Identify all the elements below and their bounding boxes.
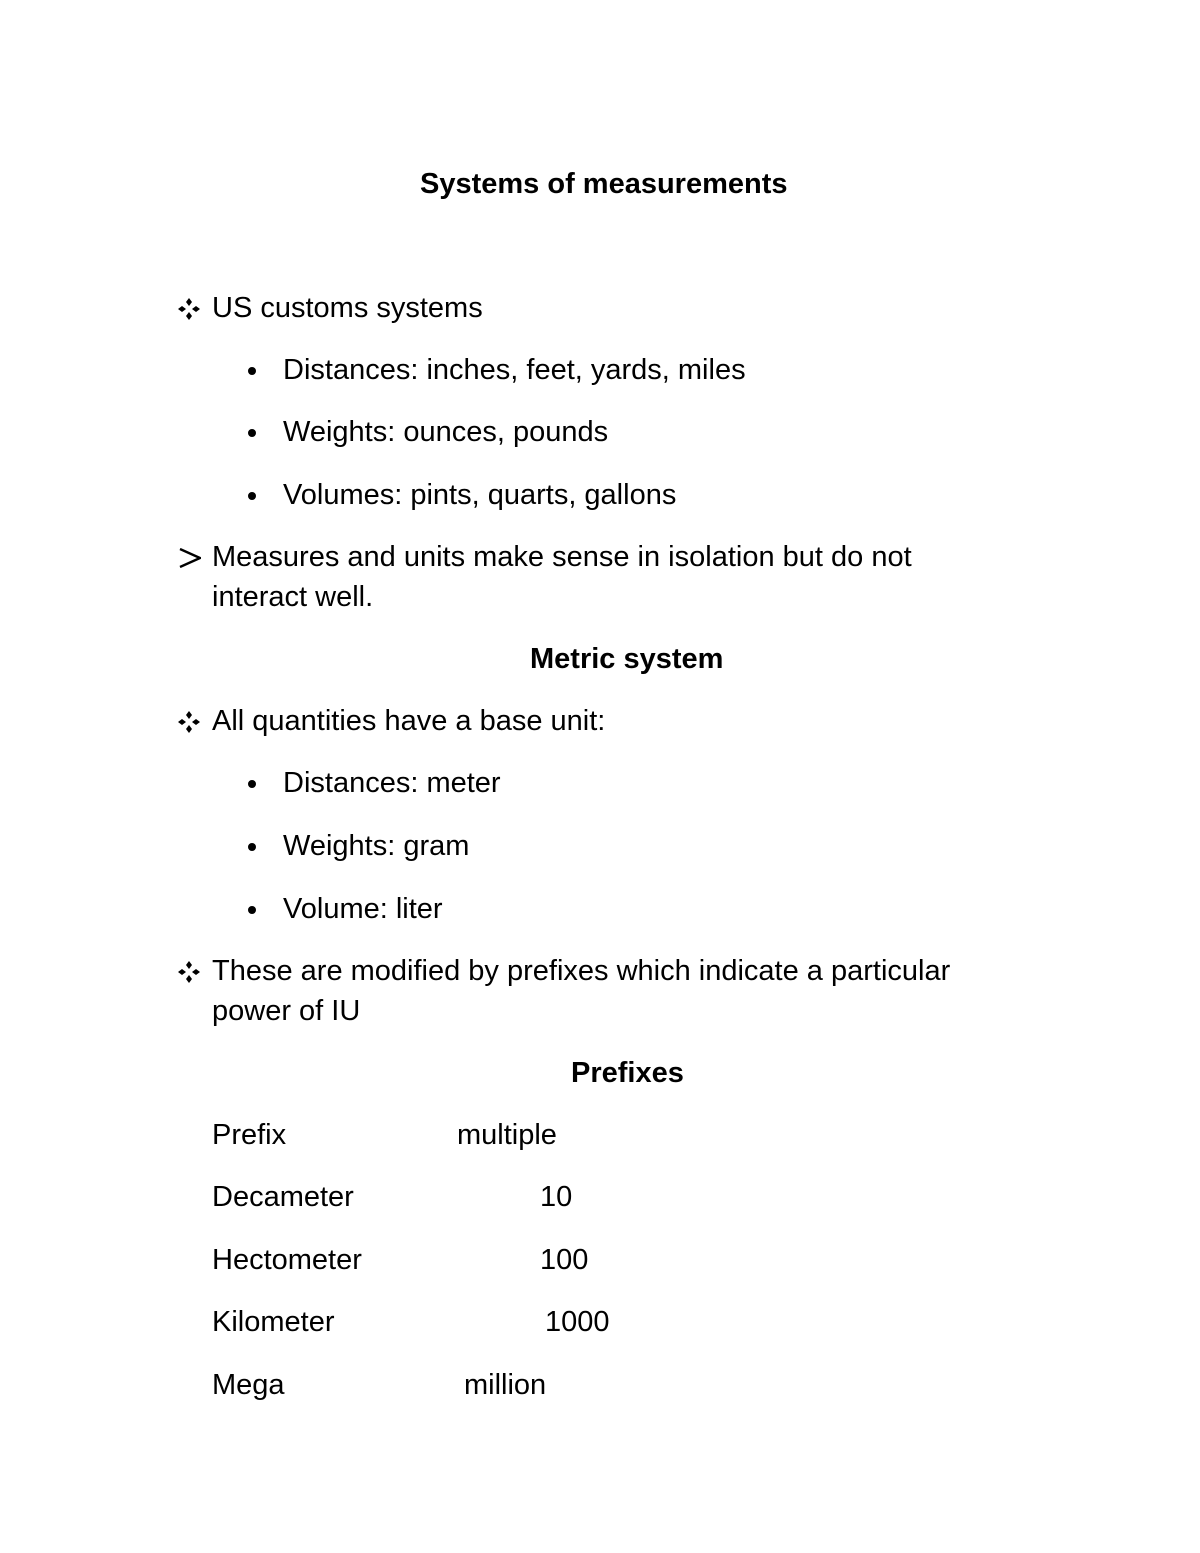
metric-section-heading: Metric system [530,643,724,675]
us-note-line-1: Measures and units make sense in isolation but do not [212,541,912,573]
bullet-dot-icon [248,367,256,375]
multiple-cell: 1000 [545,1306,610,1338]
list-item: Volume: liter [283,893,443,925]
prefix-cell: Mega [212,1369,285,1401]
prefix-cell: Kilometer [212,1306,335,1338]
table-header-multiple: multiple [457,1119,557,1151]
list-item: Weights: ounces, pounds [283,416,609,448]
prefix-cell: Hectometer [212,1244,362,1276]
list-item: Distances: meter [283,767,501,799]
page-title: Systems of measurements [420,168,788,200]
bullet-dot-icon [248,492,256,500]
bullet-dot-icon [248,906,256,914]
diamond-cluster-icon [178,298,200,320]
list-item: Distances: inches, feet, yards, miles [283,354,746,386]
bullet-dot-icon [248,843,256,851]
table-header-prefix: Prefix [212,1119,287,1151]
prefix-note-line-2: power of IU [212,995,361,1027]
multiple-cell: million [464,1369,547,1401]
multiple-cell: 10 [540,1181,573,1213]
metric-intro: All quantities have a base unit: [212,705,606,737]
diamond-cluster-icon [178,961,200,983]
list-item: Volumes: pints, quarts, gallons [283,479,677,511]
us-section-heading: US customs systems [212,292,483,324]
diamond-cluster-icon [178,711,200,733]
multiple-cell: 100 [540,1244,589,1276]
list-item: Weights: gram [283,830,470,862]
arrowhead-icon [179,548,201,568]
prefix-note-line-1: These are modified by prefixes which indicate a particular [212,955,951,987]
prefixes-heading: Prefixes [571,1057,684,1089]
bullet-dot-icon [248,429,256,437]
prefix-cell: Decameter [212,1181,354,1213]
us-note-line-2: interact well. [212,581,374,613]
bullet-dot-icon [248,780,256,788]
